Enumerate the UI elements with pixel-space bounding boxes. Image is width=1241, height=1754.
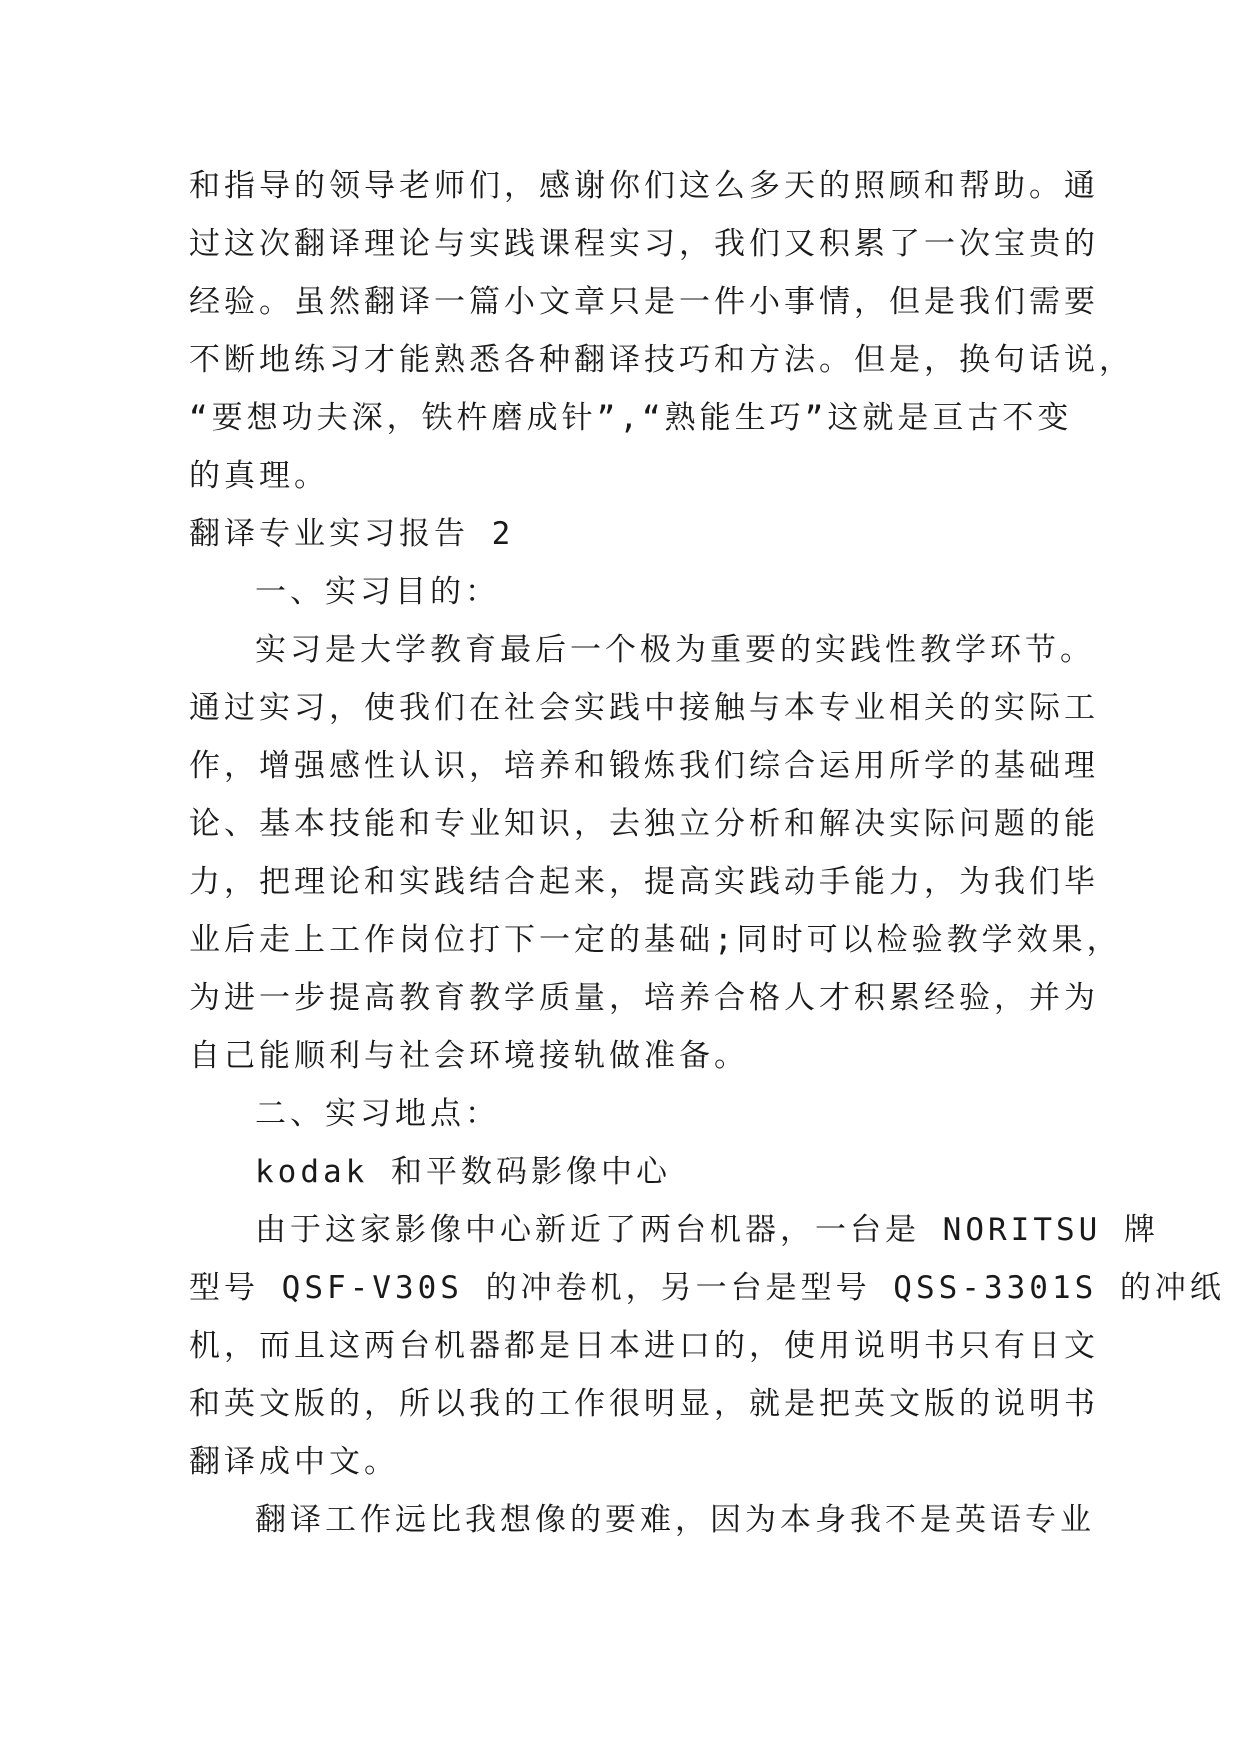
- paragraph-line: 作，增强感性认识，培养和锻炼我们综合运用所学的基础理: [189, 748, 1099, 784]
- paragraph-line: 型号 QSF-V30S 的冲卷机，另一台是型号 QSS-3301S 的冲纸: [189, 1270, 1225, 1306]
- paragraph-line: 为进一步提高教育教学质量，培养合格人才积累经验，并为: [189, 980, 1099, 1016]
- paragraph-line: 自己能顺利与社会环境接轨做准备。: [189, 1038, 749, 1074]
- paragraph-line: 和指导的领导老师们，感谢你们这么多天的照顾和帮助。通: [189, 168, 1099, 204]
- paragraph-line: “要想功夫深，铁杵磨成针”,“熟能生巧”这就是亘古不变: [189, 400, 1073, 436]
- paragraph-line: 由于这家影像中心新近了两台机器，一台是 NORITSU 牌: [255, 1212, 1159, 1248]
- paragraph-line: 和英文版的，所以我的工作很明显，就是把英文版的说明书: [189, 1386, 1099, 1422]
- paragraph-line: 力，把理论和实践结合起来，提高实践动手能力，为我们毕: [189, 864, 1099, 900]
- paragraph-line: 实习是大学教育最后一个极为重要的实践性教学环节。: [255, 632, 1095, 668]
- paragraph-line: 经验。虽然翻译一篇小文章只是一件小事情，但是我们需要: [189, 284, 1099, 320]
- paragraph-line: 机，而且这两台机器都是日本进口的，使用说明书只有日文: [189, 1328, 1099, 1364]
- paragraph-line: 不断地练习才能熟悉各种翻译技巧和方法。但是，换句话说，: [189, 342, 1134, 378]
- paragraph-line: 通过实习，使我们在社会实践中接触与本专业相关的实际工: [189, 690, 1099, 726]
- paragraph-line: kodak 和平数码影像中心: [255, 1154, 671, 1190]
- paragraph-line: 的真理。: [189, 458, 329, 494]
- paragraph-line: 翻译成中文。: [189, 1444, 399, 1480]
- paragraph-line: 翻译工作远比我想像的要难，因为本身我不是英语专业: [255, 1502, 1095, 1538]
- paragraph-line: 过这次翻译理论与实践课程实习，我们又积累了一次宝贵的: [189, 226, 1099, 262]
- section-heading: 一、实习目的：: [255, 574, 500, 610]
- section-title: 翻译专业实习报告 2: [189, 516, 515, 552]
- section-heading: 二、实习地点：: [255, 1096, 500, 1132]
- paragraph-line: 业后走上工作岗位打下一定的基础;同时可以检验教学效果，: [189, 922, 1122, 958]
- paragraph-line: 论、基本技能和专业知识，去独立分析和解决实际问题的能: [189, 806, 1099, 842]
